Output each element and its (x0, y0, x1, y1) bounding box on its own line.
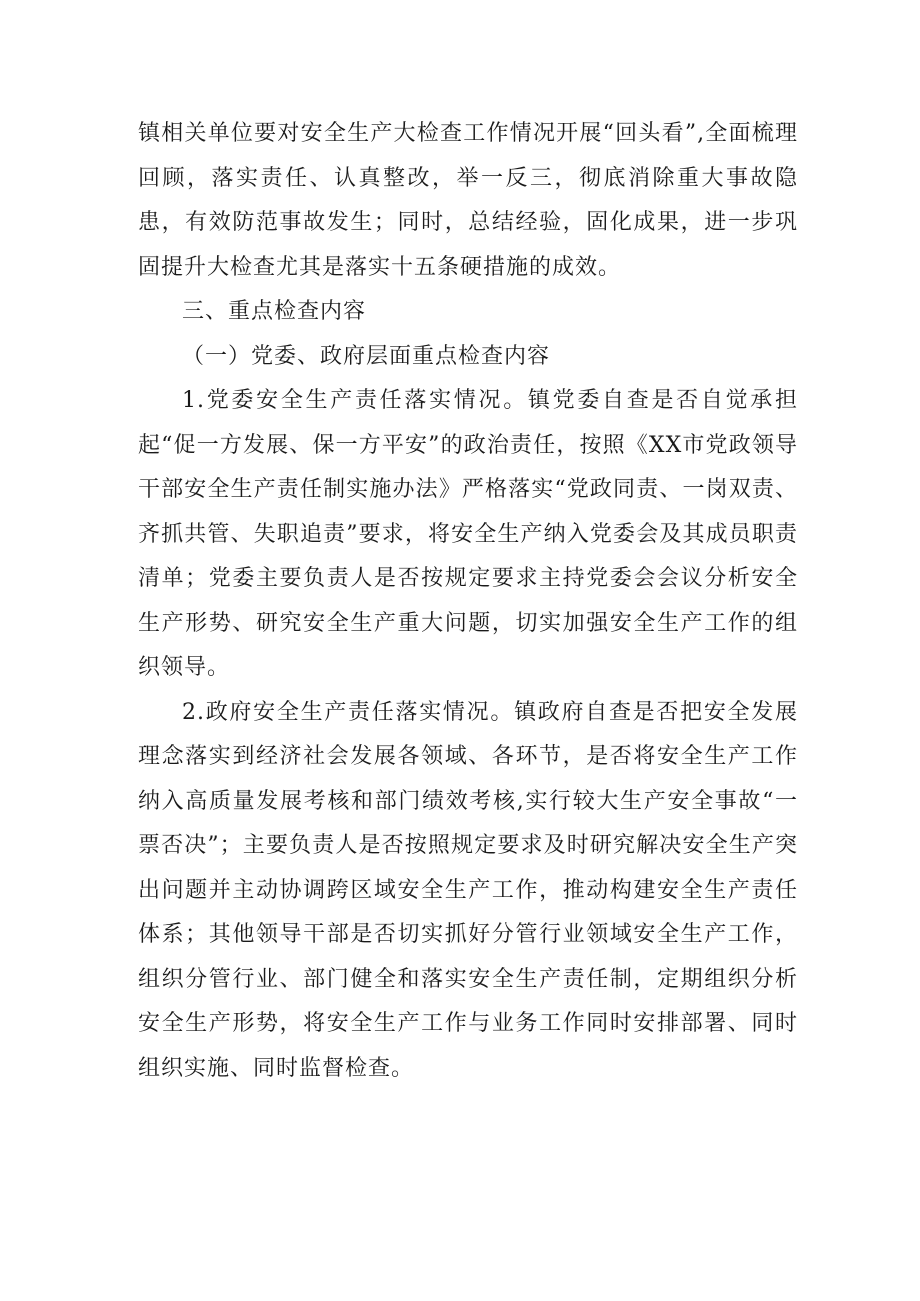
subsection-heading-1: （一）党委、政府层面重点检查内容 (182, 343, 551, 369)
paragraph-item-1: 1.党委安全生产责任落实情况。镇党委自查是否自觉承担起“促一方发展、保一方平安”的政治责任，按照《XX市党政领导干部安全生产责任制实施办法》严格落实“党政同责、一岗双责、齐抓共管、失职追责”要求，将安全生产纳入党委会及其成员职责清单；党委主要负责人是否按规定要求主持党委会会议分析安全生产形势、研究安全生产重大问题，切实加强安全生产工作的组织领导。 (138, 388, 798, 680)
document-body (138, 112, 798, 1091)
paragraph-continuation: 镇相关单位要对安全生产大检查工作情况开展“回头看”,全面梳理回顾，落实责任、认真整改，举一反三，彻底消除重大事故隐患，有效防范事故发生；同时，总结经验，固化成果，进一步巩固提升大检查尤其是落实十五条硬措施的成效。 (138, 121, 798, 280)
paragraph-item-2: 2.政府安全生产责任落实情况。镇政府自查是否把安全发展理念落实到经济社会发展各领域、各环节，是否将安全生产工作纳入高质量发展考核和部门绩效考核,实行较大生产安全事故“一票否决”；主要负责人是否按照规定要求及时研究解决安全生产突出问题并主动协调跨区域安全生产工作，推动构建安全生产责任体系；其他领导干部是否切实抓好分管行业领域安全生产工作，组织分管行业、部门健全和落实安全生产责任制，定期组织分析安全生产形势，将安全生产工作与业务工作同时安排部署、同时组织实施、同时监督检查。 (138, 699, 798, 1081)
section-heading-3: 三、重点检查内容 (182, 299, 367, 324)
